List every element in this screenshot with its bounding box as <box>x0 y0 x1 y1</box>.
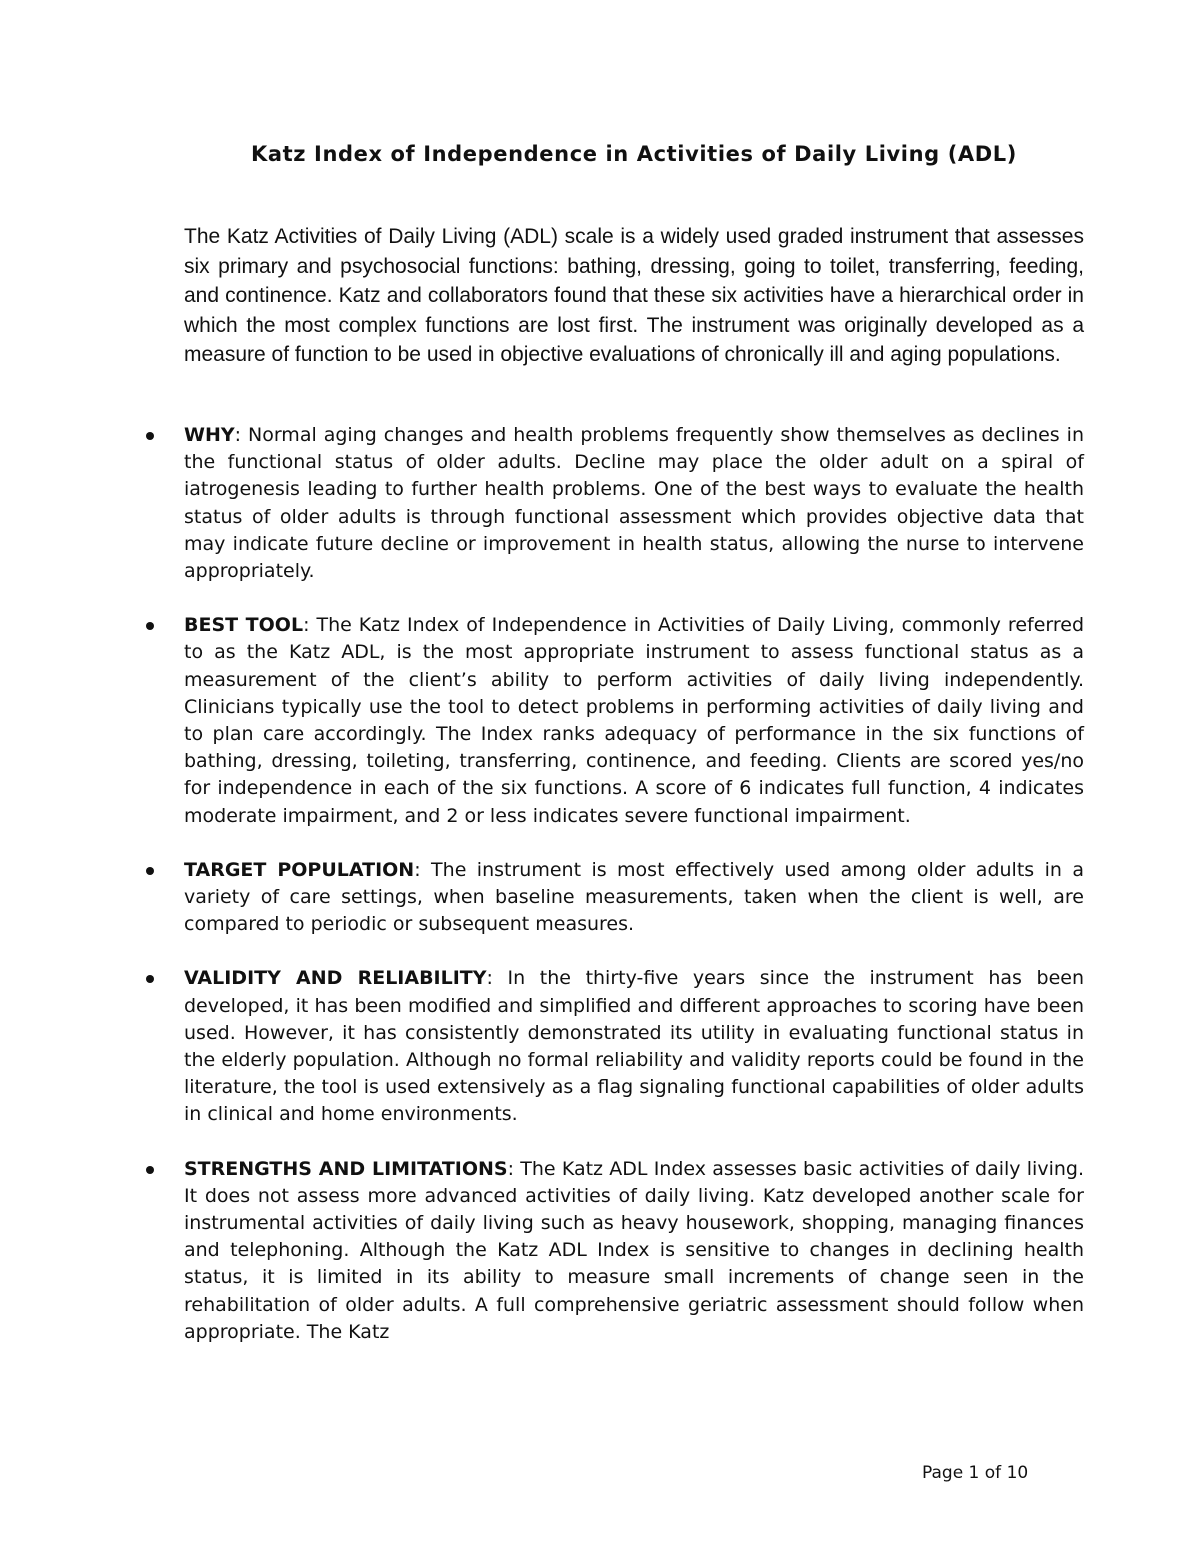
bullet-icon <box>146 1166 154 1174</box>
document-title: Katz Index of Independence in Activities of Daily Living (ADL) <box>251 142 1017 166</box>
section-best-tool <box>0 612 1084 830</box>
section-target-population <box>0 857 1084 939</box>
section-paragraph <box>184 857 1084 939</box>
section-list <box>0 422 1200 1373</box>
section-body: : The instrument is most effectively used among older adults in a variety of care settings, when baseline measurements, taken when the client is well, are compared to periodic or subsequent measures. <box>184 858 1084 936</box>
section-paragraph <box>184 422 1084 585</box>
section-body: : The Katz ADL Index assesses basic activities of daily living. It does not assess more advanced activities of daily living. Katz developed another scale for instrumental activities of daily living such as heavy housework, shopping, managing finances and telephoning. Although the Katz ADL Index is sensitive to changes in declining health status, it is limited in its ability to measure small increments of change seen in the rehabilitation of older adults. A full comprehensive geriatric assessment should follow when appropriate. The Katz <box>184 1157 1084 1343</box>
bullet-icon <box>146 867 154 875</box>
section-body: : The Katz Index of Independence in Activities of Daily Living, commonly referred to as the Katz ADL, is the most appropriate instrument to assess functional status as a measurement of the client’s ability to perform activities of daily living independently. Clinicians typically use the tool to detect problems in performing activities of daily living and to plan care accordingly. The Index ranks adequacy of performance in the six functions of bathing, dressing, toileting, transferring, continence, and feeding. Clients are scored yes/no for independence in each of the six functions. A score of 6 indicates full function, 4 indicates moderate impairment, and 2 or less indicates severe functional impairment. <box>184 614 1085 827</box>
section-body: : Normal aging changes and health problems frequently show themselves as declines in the functional status of older adults. Decline may place the older adult on a spiral of iatrogenesis leading to further health problems. One of the best ways to evaluate the health status of older adults is through functional assessment which provides objective data that may indicate future decline or improvement in health status, allowing the nurse to intervene appropriately. <box>184 424 1084 583</box>
section-validity-reliability <box>0 965 1084 1128</box>
section-strengths-limitations <box>0 1156 1084 1346</box>
section-why <box>0 422 1084 585</box>
section-paragraph <box>184 1156 1084 1346</box>
section-label: TARGET POPULATION <box>184 858 415 881</box>
section-label: WHY <box>184 424 235 446</box>
bullet-icon <box>146 432 154 440</box>
section-label: VALIDITY AND RELIABILITY <box>184 967 487 990</box>
page-number: Page 1 of 10 <box>922 1463 1029 1483</box>
section-label: BEST TOOL <box>184 614 304 637</box>
bullet-icon <box>146 975 154 983</box>
section-body: : In the thirty-five years since the instrument has been developed, it has been modified and simplified and different approaches to scoring have been used. However, it has consistently demonstrated its utility in evaluating functional status in the elderly population. Although no formal reliability and validity reports could be found in the literature, the tool is used extensively as a flag signaling functional capabilities of older adults in clinical and home environments. <box>184 967 1084 1126</box>
section-paragraph <box>184 612 1084 830</box>
intro-paragraph: The Katz Activities of Daily Living (ADL) scale is a widely used graded instrument that assesses six primary and psychosocial functions: bathing, dressing, going to toilet, transferring, feeding, and continence. Katz and collaborators found that these six activities have a hierarchical order in which the most complex functions are lost first. The instrument was originally developed as a measure of function to be used in objective evaluations of chronically ill and aging populations. <box>184 225 1084 366</box>
section-label: STRENGTHS AND LIMITATIONS <box>184 1157 508 1180</box>
section-paragraph <box>184 965 1084 1128</box>
bullet-icon <box>146 622 154 630</box>
